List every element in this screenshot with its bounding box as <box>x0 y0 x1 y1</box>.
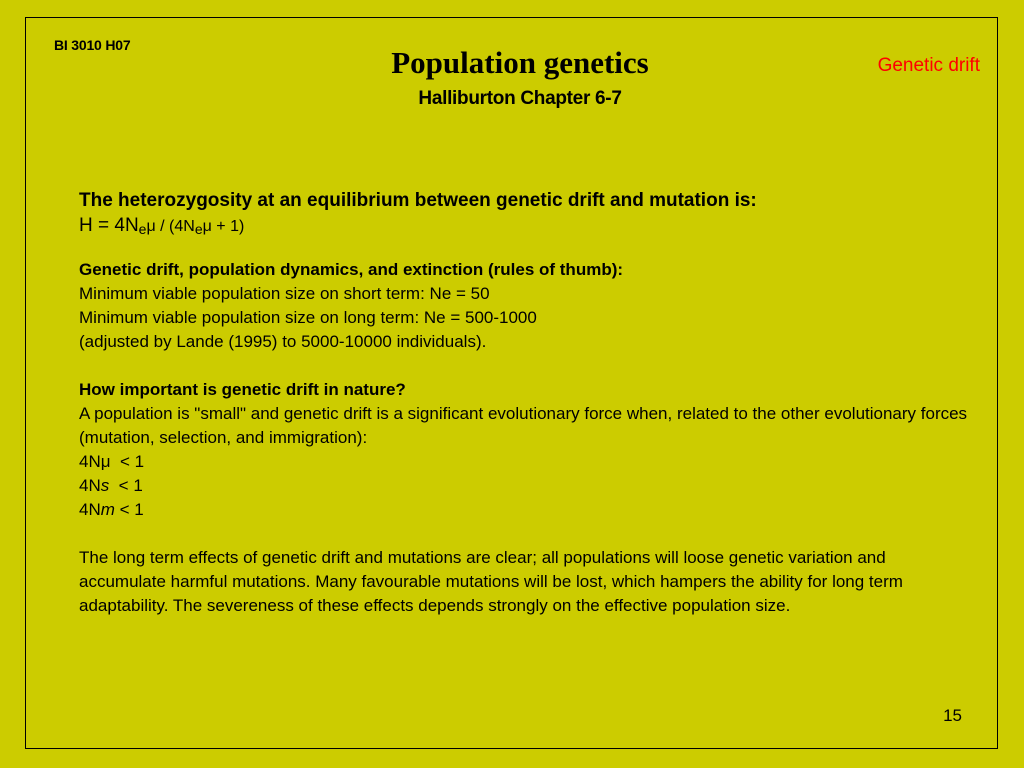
condition-m <box>79 498 974 522</box>
formula-h-part: H = 4N <box>79 215 139 236</box>
formula-divide: / (4N <box>155 218 195 235</box>
condition-mu <box>79 450 974 474</box>
slide-content <box>79 187 974 618</box>
heterozygosity-formula <box>79 215 974 238</box>
rules-line: Minimum viable population size on short term: Ne = 50 <box>79 284 490 303</box>
condition-symbol: s <box>100 476 110 495</box>
condition-prefix: 4N <box>79 452 101 471</box>
condition-symbol: μ <box>100 452 111 471</box>
formula-mu: μ <box>146 218 156 235</box>
importance-heading: How important is genetic drift in nature? <box>79 380 406 399</box>
course-code: BI 3010 H07 <box>54 37 131 53</box>
condition-prefix: 4N <box>79 500 101 519</box>
condition-symbol: m <box>100 500 115 519</box>
conclusion-text: The long term effects of genetic drift and mutations are clear; all populations will loose genetic variation and accumulate harmful mutations. Many favourable mutations will be lost, which hampers the ability for long term adaptability. The severeness of these effects depends strongly on the effective population size. <box>79 548 903 615</box>
formula-sub-e: e <box>138 221 147 237</box>
formula-mu2: μ <box>202 218 212 235</box>
importance-text: A population is "small" and genetic drift is a significant evolutionary force when, related to the other evolutionary forces (mutation, selection, and immigration): <box>79 404 968 447</box>
rules-heading: Genetic drift, population dynamics, and extinction (rules of thumb): <box>79 260 624 279</box>
formula-tail: + 1) <box>211 218 245 235</box>
rules-line: (adjusted by Lande (1995) to 5000-10000 individuals). <box>79 332 487 351</box>
condition-suffix: < 1 <box>110 452 145 471</box>
slide-subtitle: Halliburton Chapter 6-7 <box>418 88 622 109</box>
condition-suffix: < 1 <box>114 500 144 519</box>
topic-label: Genetic drift <box>877 55 980 76</box>
formula-sub-e2: e <box>194 221 203 237</box>
condition-s <box>79 474 974 498</box>
condition-prefix: 4N <box>79 476 101 495</box>
rules-line: Minimum viable population size on long term: Ne = 500-1000 <box>79 308 537 327</box>
condition-suffix: < 1 <box>109 476 143 495</box>
page-number: 15 <box>943 706 962 725</box>
slide-title: Population genetics <box>391 45 649 80</box>
heterozygosity-heading: The heterozygosity at an equilibrium between genetic drift and mutation is: <box>79 190 757 211</box>
